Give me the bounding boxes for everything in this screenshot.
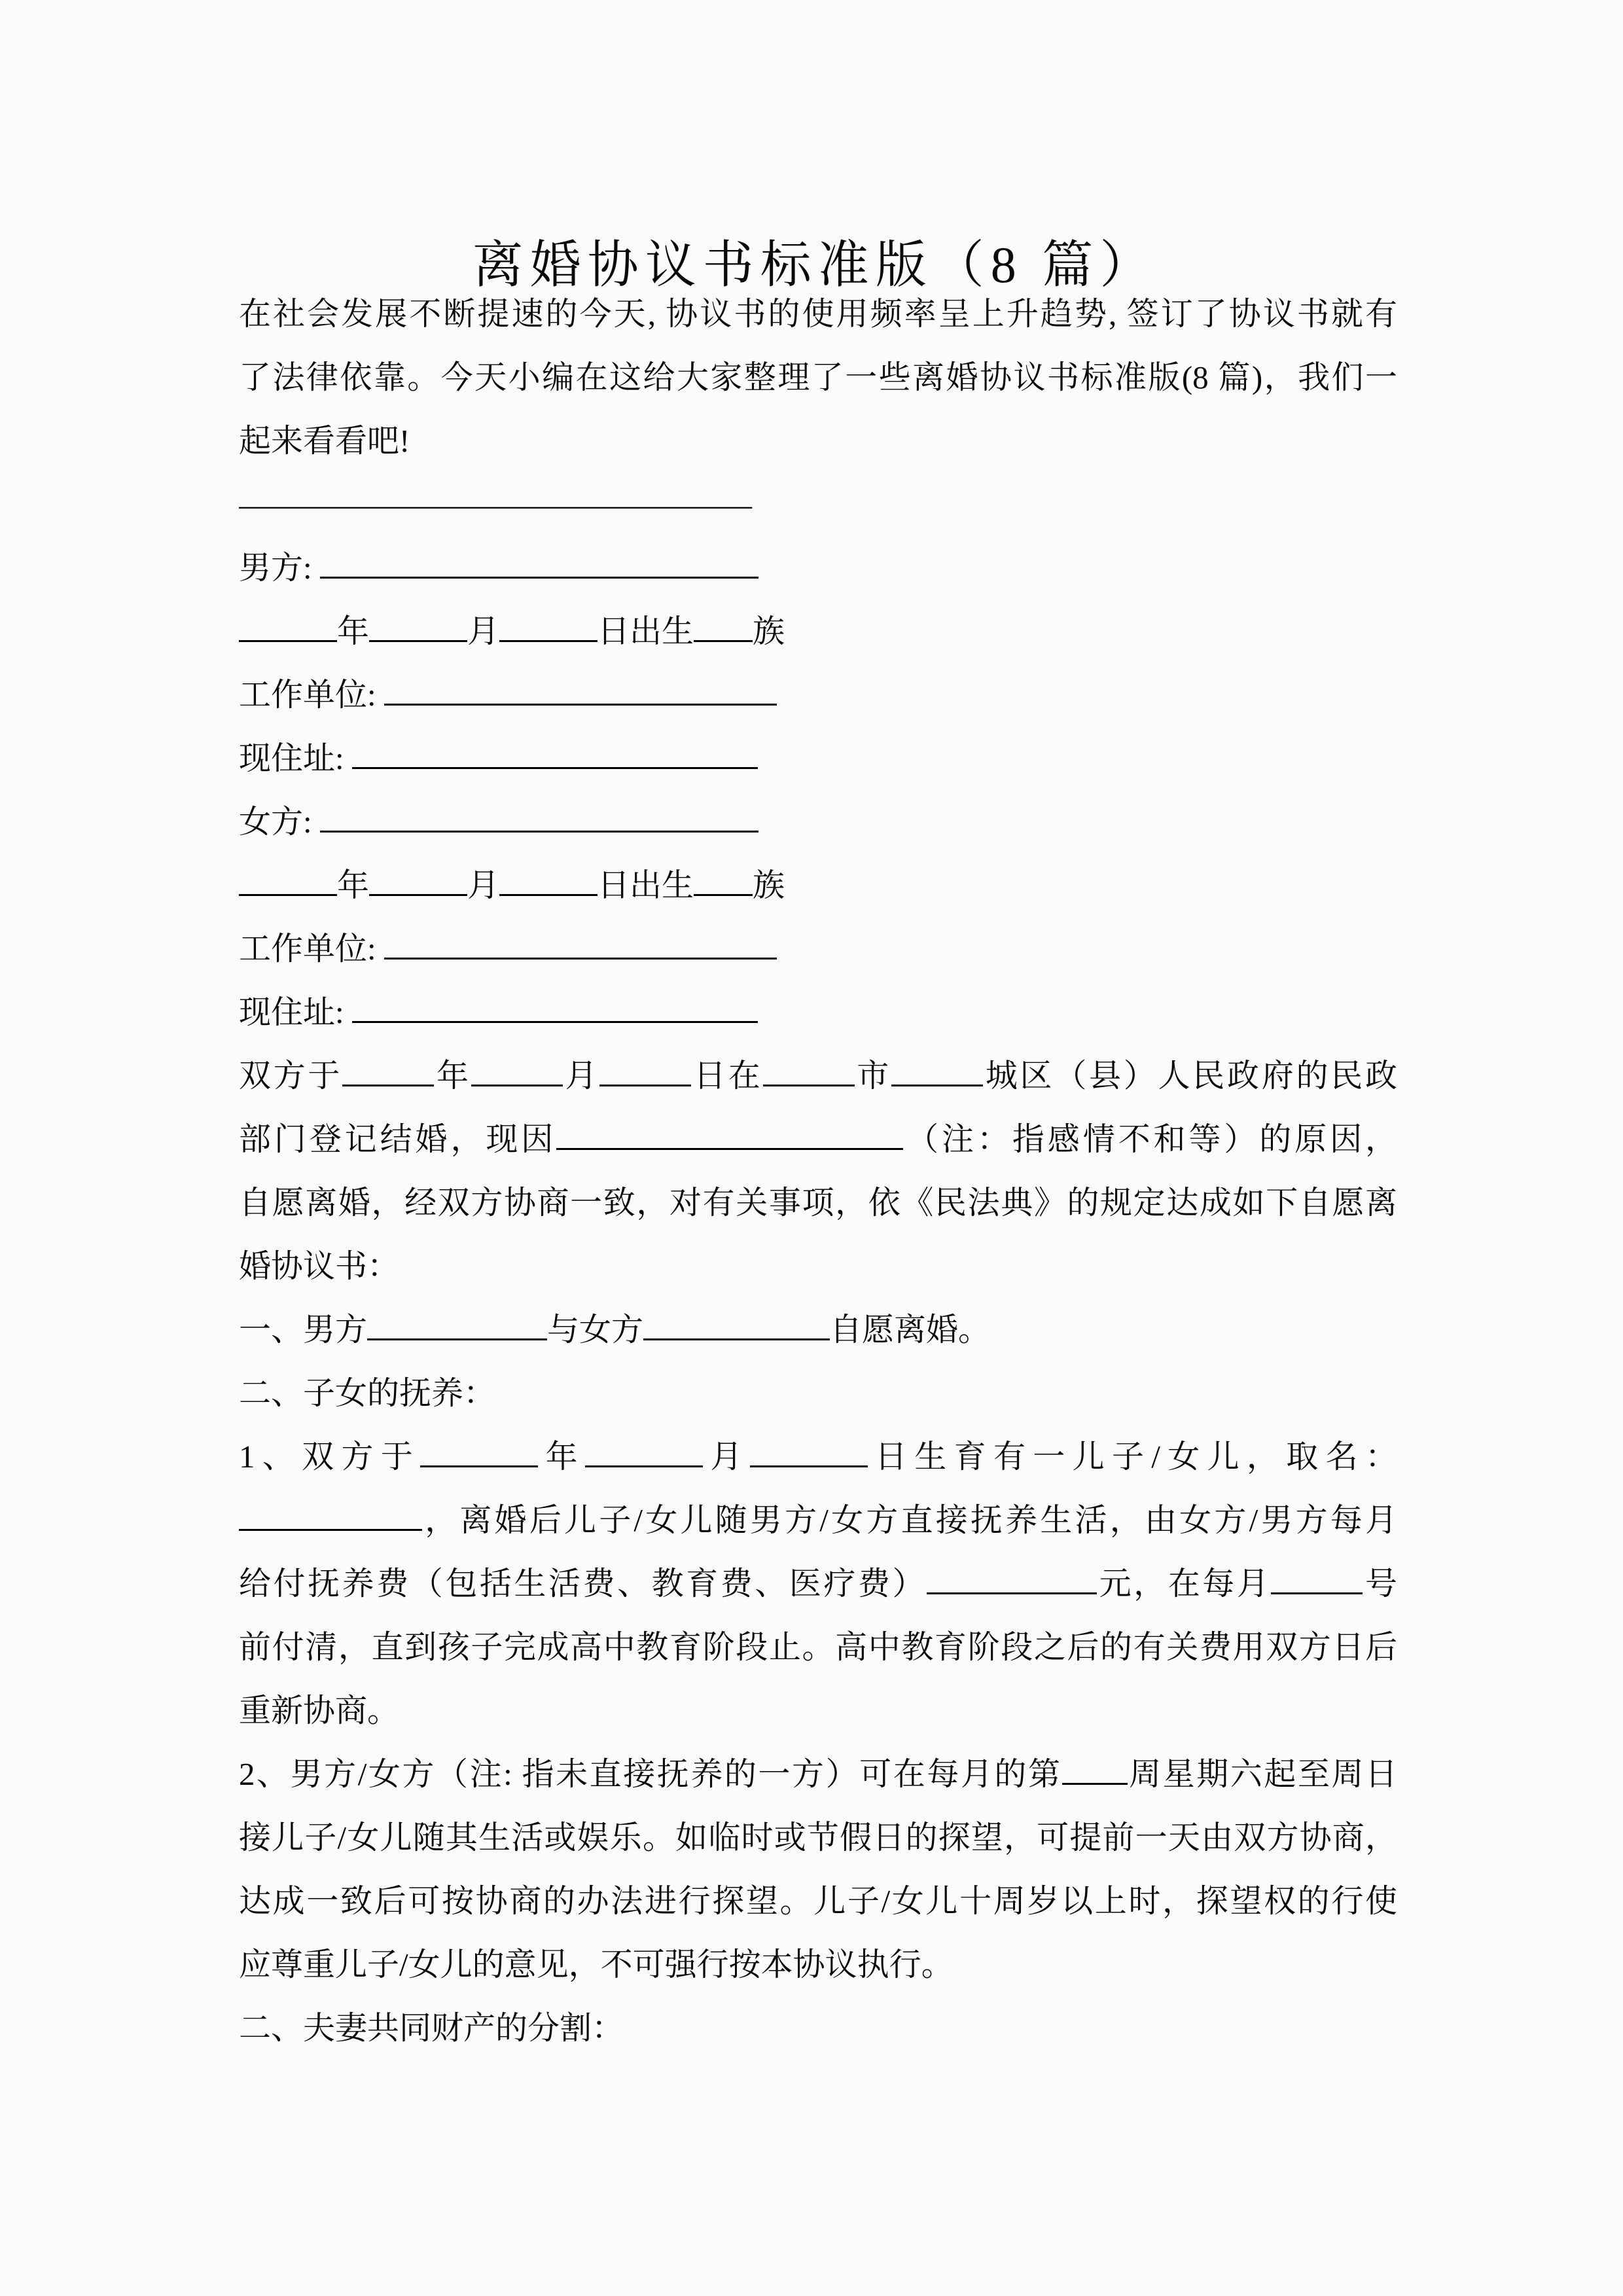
wife-label-line [239, 790, 1397, 853]
doc-text: 现住址: [239, 740, 352, 776]
fill-in-blank [763, 1052, 855, 1086]
doc-text: 日在 [691, 1058, 763, 1094]
custody-item-1-line-5 [239, 1679, 1397, 1742]
doc-text: 月 [702, 1439, 750, 1475]
doc-text: 女方: [239, 804, 320, 840]
fill-in-blank [1271, 1560, 1363, 1594]
fill-in-blank [599, 1052, 691, 1086]
custody-item-2-line-4 [239, 1933, 1397, 1996]
doc-text: （注：指感情不和等）的原因， [903, 1121, 1397, 1157]
doc-text: 年 [337, 867, 370, 903]
doc-text: 二、子女的抚养： [239, 1375, 496, 1411]
doc-text: 年 [434, 1058, 471, 1094]
separator-dashes [239, 473, 1397, 536]
doc-text: 2、男方/女方（注: 指未直接抚养的一方）可在每月的第 [239, 1756, 1062, 1792]
clause-property-heading [239, 1996, 1397, 2060]
doc-text: 部门登记结婚，现因 [239, 1121, 557, 1157]
doc-text: 现住址: [239, 994, 352, 1030]
fill-in-blank [891, 1052, 983, 1086]
fill-in-blank [499, 862, 597, 896]
doc-text: 月 [562, 1058, 600, 1094]
doc-text: 与女方 [547, 1312, 644, 1348]
doc-text: 工作单位: [239, 677, 384, 713]
document-body [239, 282, 1397, 2060]
fill-in-blank [352, 989, 758, 1023]
doc-text: 月 [467, 867, 500, 903]
doc-text: 双方于 [239, 1058, 343, 1094]
fill-in-blank [239, 608, 337, 642]
fill-in-blank [420, 1433, 538, 1467]
fill-in-blank [556, 1116, 903, 1150]
doc-text: 年 [538, 1439, 585, 1475]
fill-in-blank [694, 862, 753, 896]
fill-in-blank [239, 1497, 422, 1531]
fill-in-blank [342, 1052, 434, 1086]
fill-in-blank [1062, 1751, 1128, 1785]
husband-address-line [239, 726, 1397, 790]
doc-text: 市 [854, 1058, 891, 1094]
fill-in-blank [369, 862, 467, 896]
husband-birth-ethnic-line [239, 600, 1397, 663]
doc-text: 月 [467, 613, 500, 649]
doc-text: 日生育有一儿子/女儿，取名： [867, 1439, 1397, 1475]
husband-label-line [239, 536, 1397, 600]
fill-in-blank [694, 608, 753, 642]
marriage-registration-line-3 [239, 1171, 1397, 1234]
doc-text: 二、夫妻共同财产的分割： [239, 2010, 624, 2046]
wife-workunit-line [239, 917, 1397, 980]
custody-item-2-line-2 [239, 1806, 1397, 1869]
doc-text: 日出生 [597, 867, 694, 903]
doc-text: 自愿离婚，经双方协商一致，对有关事项，依《民法典》的规定达成如下自愿离 [239, 1185, 1397, 1221]
fill-in-blank [384, 672, 777, 706]
fill-in-blank [320, 798, 758, 833]
doc-text: 达成一致后可按协商的办法进行探望。儿子/女儿十周岁以上时，探望权的行使 [239, 1883, 1397, 1919]
custody-item-1-line-2 [239, 1488, 1397, 1552]
doc-text: ———————————————— [239, 486, 752, 522]
doc-text: 号 [1363, 1566, 1397, 1602]
doc-text: 1、双方于 [239, 1439, 421, 1475]
husband-workunit-line [239, 663, 1397, 726]
doc-text: 族 [753, 613, 785, 649]
doc-text: 在社会发展不断提速的今天, 协议书的使用频率呈上升趋势, 签订了协议书就有 [239, 296, 1397, 332]
fill-in-blank [369, 608, 467, 642]
doc-text: 接儿子/女儿随其生活或娱乐。如临时或节假日的探望，可提前一天由双方协商， [239, 1820, 1397, 1856]
doc-text: 城区（县）人民政府的民政 [983, 1058, 1397, 1094]
fill-in-blank [471, 1052, 563, 1086]
doc-text: 男方: [239, 550, 320, 586]
fill-in-blank [750, 1433, 868, 1467]
doc-text: 日出生 [597, 613, 694, 649]
intro-line-1 [239, 282, 1397, 346]
intro-line-2 [239, 346, 1397, 409]
fill-in-blank [352, 735, 758, 769]
fill-in-blank [499, 608, 597, 642]
marriage-registration-line-1 [239, 1044, 1397, 1107]
document-title: 离婚协议书标准版（8 篇） [472, 236, 1158, 294]
fill-in-blank [367, 1306, 547, 1340]
intro-line-3 [239, 409, 1397, 473]
fill-in-blank [320, 545, 758, 579]
fill-in-blank [384, 925, 777, 960]
doc-text: 应尊重儿子/女儿的意见，不可强行按本协议执行。 [239, 1946, 954, 1982]
doc-text: ，离婚后儿子/女儿随男方/女方直接抚养生活，由女方/男方每月 [422, 1502, 1397, 1538]
doc-text: 一、男方 [239, 1312, 368, 1348]
fill-in-blank [643, 1306, 830, 1340]
custody-item-2-line-1 [239, 1742, 1397, 1806]
doc-text: 周星期六起至周日 [1127, 1756, 1397, 1792]
custody-item-1-line-1 [239, 1425, 1397, 1488]
marriage-registration-line-2 [239, 1107, 1397, 1171]
fill-in-blank [239, 862, 337, 896]
doc-text: 重新协商。 [239, 1693, 400, 1729]
fill-in-blank [927, 1560, 1097, 1594]
doc-text: 年 [337, 613, 370, 649]
custody-item-1-line-4 [239, 1615, 1397, 1679]
doc-text: 自愿离婚。 [830, 1312, 991, 1348]
doc-text: 起来看看吧! [239, 423, 410, 459]
doc-text: 了法律依靠。今天小编在这给大家整理了一些离婚协议书标准版(8 篇)，我们一 [239, 359, 1397, 395]
marriage-registration-line-4 [239, 1234, 1397, 1298]
custody-item-2-line-3 [239, 1869, 1397, 1933]
wife-birth-ethnic-line [239, 853, 1397, 917]
fill-in-blank [585, 1433, 703, 1467]
doc-text: 前付清，直到孩子完成高中教育阶段止。高中教育阶段之后的有关费用双方日后 [239, 1629, 1397, 1665]
doc-text: 给付抚养费（包括生活费、教育费、医疗费） [239, 1566, 927, 1602]
clause-1-divorce-line [239, 1298, 1397, 1361]
doc-text: 族 [753, 867, 785, 903]
clause-2-custody-heading [239, 1361, 1397, 1425]
custody-item-1-line-3 [239, 1552, 1397, 1615]
doc-text: 工作单位: [239, 931, 384, 967]
doc-text: 婚协议书： [239, 1248, 400, 1284]
doc-text: 元，在每月 [1097, 1566, 1272, 1602]
wife-address-line [239, 980, 1397, 1044]
